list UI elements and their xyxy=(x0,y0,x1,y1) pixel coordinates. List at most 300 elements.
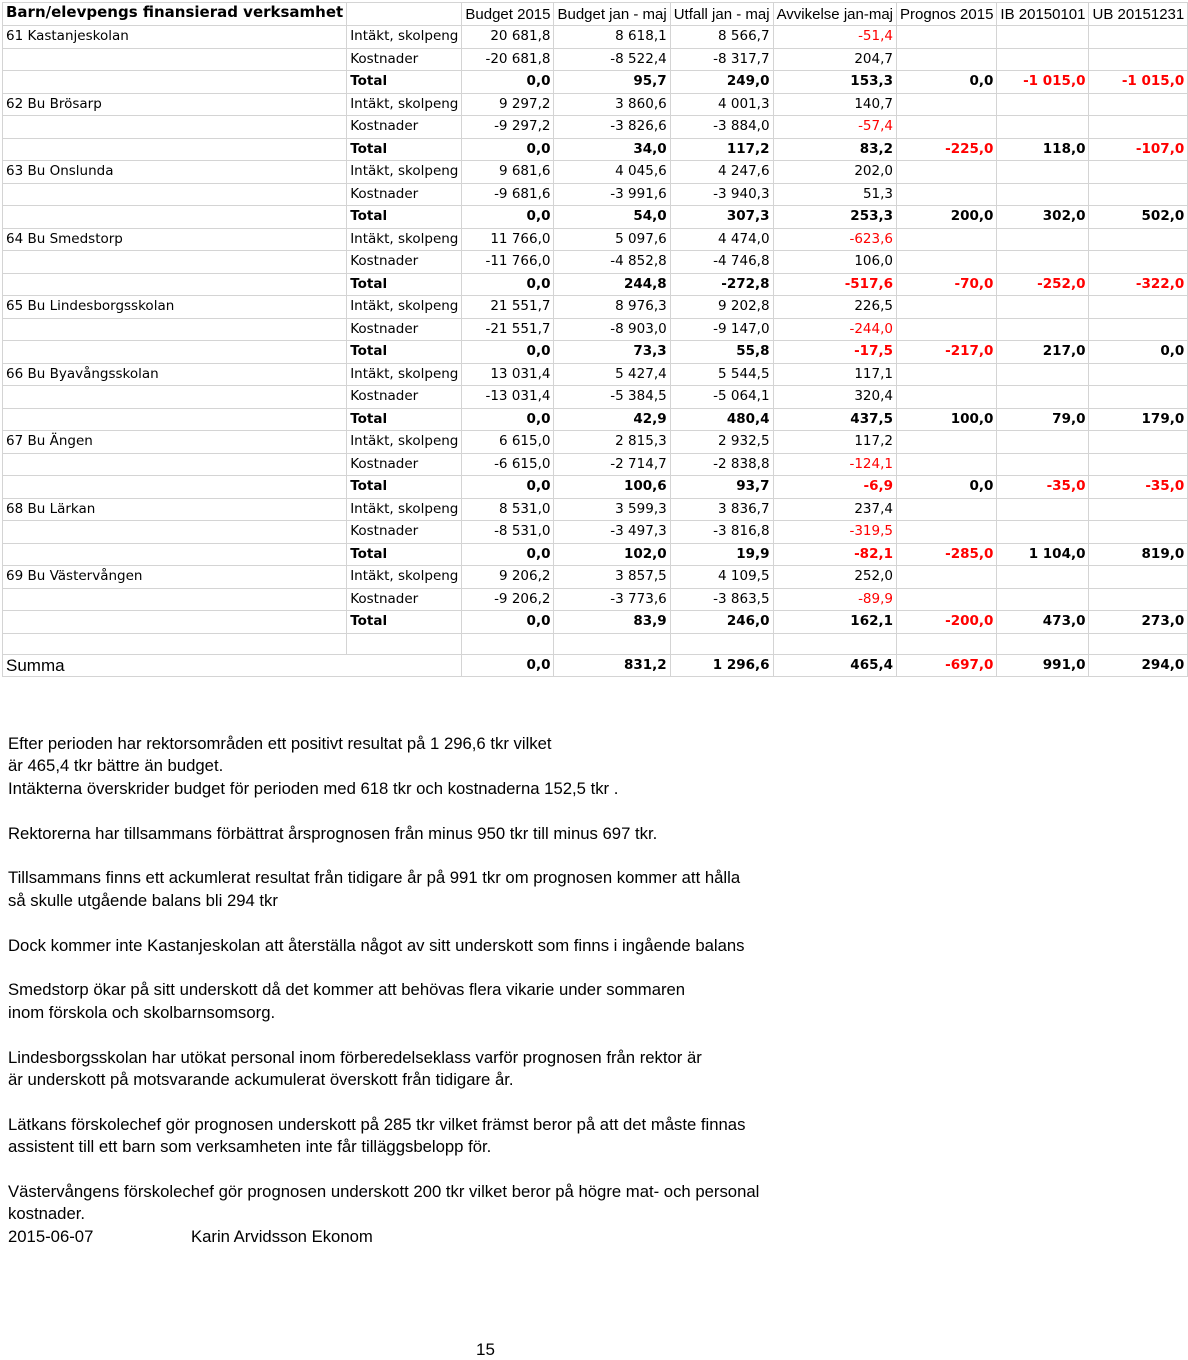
row-label-cell: Kostnader xyxy=(347,251,462,274)
empty-cell xyxy=(997,633,1089,654)
cell-avvikelse: 437,5 xyxy=(773,408,896,431)
cell-ub: -35,0 xyxy=(1089,476,1188,499)
cell-ub xyxy=(1089,498,1188,521)
empty-cell xyxy=(897,633,997,654)
row-label-cell: Total xyxy=(347,206,462,229)
cell-budget: 0,0 xyxy=(462,138,554,161)
row-label-cell: Kostnader xyxy=(347,453,462,476)
cell-avvikelse: -319,5 xyxy=(773,521,896,544)
unit-name-cell: 66 Bu Byavångsskolan xyxy=(3,363,347,386)
cell-ub xyxy=(1089,161,1188,184)
cell-ib xyxy=(997,453,1089,476)
cell-utfall: 55,8 xyxy=(670,341,773,364)
cell-ub xyxy=(1089,48,1188,71)
cell-ib: 79,0 xyxy=(997,408,1089,431)
cell-prognos xyxy=(897,93,997,116)
cell-avvikelse: -623,6 xyxy=(773,228,896,251)
unit-name-cell xyxy=(3,251,347,274)
cell-prognos: -217,0 xyxy=(897,341,997,364)
row-label-cell: Kostnader xyxy=(347,48,462,71)
cell-budget: 0,0 xyxy=(462,206,554,229)
row-label-cell: Intäkt, skolpeng xyxy=(347,161,462,184)
cell-budget: -6 615,0 xyxy=(462,453,554,476)
text-line: är underskott på motsvarande ackumulerat överskott från tidigare år. xyxy=(8,1070,514,1090)
signature: Karin Arvidsson Ekonom xyxy=(191,1226,373,1246)
cell-avvikelse: 204,7 xyxy=(773,48,896,71)
row-label-cell: Intäkt, skolpeng xyxy=(347,296,462,319)
cell-budget_jm: -3 991,6 xyxy=(554,183,670,206)
cell-ub: -107,0 xyxy=(1089,138,1188,161)
cell-prognos: 0,0 xyxy=(897,71,997,94)
cell-utfall: -3 940,3 xyxy=(670,183,773,206)
row-label-cell: Kostnader xyxy=(347,318,462,341)
cell-ib xyxy=(997,566,1089,589)
text-line: Smedstorp ökar på sitt underskott då det kommer att behövas flera vikarie under sommaren xyxy=(8,980,686,1000)
table-row-total xyxy=(3,543,1188,566)
cell-utfall: -8 317,7 xyxy=(670,48,773,71)
cell-ub xyxy=(1089,363,1188,386)
cell-avvikelse: 252,0 xyxy=(773,566,896,589)
unit-name-cell: 63 Bu Onslunda xyxy=(3,161,347,184)
cell-prognos xyxy=(897,48,997,71)
table-row-intakt xyxy=(3,26,1188,49)
table-row-kostnad xyxy=(3,48,1188,71)
header-unit: Barn/elevpengs finansierad verksamhet xyxy=(3,3,347,26)
cell-ib xyxy=(997,363,1089,386)
cell-utfall: 246,0 xyxy=(670,611,773,634)
cell-utfall: -2 838,8 xyxy=(670,453,773,476)
cell-utfall: 4 001,3 xyxy=(670,93,773,116)
cell-ub: -1 015,0 xyxy=(1089,71,1188,94)
unit-name-cell: 64 Bu Smedstorp xyxy=(3,228,347,251)
cell-budget: 21 551,7 xyxy=(462,296,554,319)
cell-ib xyxy=(997,318,1089,341)
unit-name-cell xyxy=(3,476,347,499)
cell-budget: -20 681,8 xyxy=(462,48,554,71)
cell-budget: -9 206,2 xyxy=(462,588,554,611)
cell-budget: 0,0 xyxy=(462,71,554,94)
cell-avvikelse: -57,4 xyxy=(773,116,896,139)
unit-name-cell xyxy=(3,206,347,229)
cell-ub xyxy=(1089,431,1188,454)
cell-ub xyxy=(1089,26,1188,49)
header-budget-2015: Budget 2015 xyxy=(462,3,554,26)
table-row-total xyxy=(3,476,1188,499)
table-row-intakt xyxy=(3,431,1188,454)
cell-budget_jm: 54,0 xyxy=(554,206,670,229)
cell-prognos xyxy=(897,116,997,139)
cell-ib xyxy=(997,431,1089,454)
cell-budget_jm: -8 522,4 xyxy=(554,48,670,71)
table-row-intakt xyxy=(3,93,1188,116)
cell-budget_jm: -3 497,3 xyxy=(554,521,670,544)
unit-name-cell xyxy=(3,183,347,206)
cell-avvikelse: -89,9 xyxy=(773,588,896,611)
empty-cell xyxy=(773,633,896,654)
cell-ub: 179,0 xyxy=(1089,408,1188,431)
cell-avvikelse: 83,2 xyxy=(773,138,896,161)
cell-budget_jm: 3 599,3 xyxy=(554,498,670,521)
row-label-cell: Kostnader xyxy=(347,116,462,139)
cell-budget: -9 681,6 xyxy=(462,183,554,206)
cell-utfall: 4 109,5 xyxy=(670,566,773,589)
unit-name-cell: 61 Kastanjeskolan xyxy=(3,26,347,49)
table-row-kostnad xyxy=(3,116,1188,139)
cell-ub xyxy=(1089,453,1188,476)
cell-budget_jm: 5 427,4 xyxy=(554,363,670,386)
table-row-total xyxy=(3,341,1188,364)
unit-name-cell xyxy=(3,408,347,431)
text-line: Efter perioden har rektorsområden ett positivt resultat på 1 296,6 tkr vilket xyxy=(8,734,552,753)
unit-name-cell xyxy=(3,318,347,341)
cell-prognos xyxy=(897,228,997,251)
row-label-cell: Intäkt, skolpeng xyxy=(347,93,462,116)
cell-avvikelse: 106,0 xyxy=(773,251,896,274)
cell-avvikelse: -51,4 xyxy=(773,26,896,49)
cell-utfall: 117,2 xyxy=(670,138,773,161)
row-label-cell: Kostnader xyxy=(347,588,462,611)
cell-utfall: 5 544,5 xyxy=(670,363,773,386)
cell-avvikelse: 226,5 xyxy=(773,296,896,319)
cell-budget_jm: 34,0 xyxy=(554,138,670,161)
cell-utfall: 307,3 xyxy=(670,206,773,229)
cell-ib: 473,0 xyxy=(997,611,1089,634)
cell-utfall: 4 247,6 xyxy=(670,161,773,184)
text-line: Västervångens förskolechef gör prognosen underskott 200 tkr vilket beror på högre mat- och personal xyxy=(8,1182,760,1202)
cell-prognos xyxy=(897,453,997,476)
table-row-intakt xyxy=(3,363,1188,386)
cell-prognos xyxy=(897,26,997,49)
text-line: så skulle utgående balans bli 294 tkr xyxy=(8,890,278,910)
cell-prognos: -70,0 xyxy=(897,273,997,296)
cell-avvikelse: 117,2 xyxy=(773,431,896,454)
header-row xyxy=(3,3,1188,26)
table-row-total xyxy=(3,408,1188,431)
cell-utfall: 4 474,0 xyxy=(670,228,773,251)
row-label-cell: Kostnader xyxy=(347,386,462,409)
table-row-intakt xyxy=(3,566,1188,589)
cell-utfall: -3 884,0 xyxy=(670,116,773,139)
summa-ib: 991,0 xyxy=(997,654,1089,677)
cell-budget_jm: 102,0 xyxy=(554,543,670,566)
cell-budget: 0,0 xyxy=(462,476,554,499)
cell-budget: -13 031,4 xyxy=(462,386,554,409)
cell-ib: -1 015,0 xyxy=(997,71,1089,94)
unit-name-cell xyxy=(3,48,347,71)
cell-budget_jm: -8 903,0 xyxy=(554,318,670,341)
cell-budget: -11 766,0 xyxy=(462,251,554,274)
cell-avvikelse: 51,3 xyxy=(773,183,896,206)
cell-ib: 302,0 xyxy=(997,206,1089,229)
table-row-total xyxy=(3,273,1188,296)
row-label-cell: Total xyxy=(347,341,462,364)
summa-row xyxy=(3,654,1188,677)
cell-avvikelse: -124,1 xyxy=(773,453,896,476)
cell-prognos: -285,0 xyxy=(897,543,997,566)
cell-prognos: 0,0 xyxy=(897,476,997,499)
text-line: Lätkans förskolechef gör prognosen underskott på 285 tkr vilket främst beror på att det måste finnas xyxy=(8,1114,746,1134)
text-line: kostnader. xyxy=(8,1204,85,1224)
cell-budget: 0,0 xyxy=(462,611,554,634)
cell-budget_jm: -4 852,8 xyxy=(554,251,670,274)
cell-budget: 0,0 xyxy=(462,408,554,431)
cell-ib: -35,0 xyxy=(997,476,1089,499)
unit-name-cell xyxy=(3,273,347,296)
table-row-kostnad xyxy=(3,386,1188,409)
table-row-total xyxy=(3,206,1188,229)
table-row-kostnad xyxy=(3,251,1188,274)
row-label-cell: Total xyxy=(347,543,462,566)
cell-prognos xyxy=(897,386,997,409)
cell-ub xyxy=(1089,93,1188,116)
unit-name-cell xyxy=(3,71,347,94)
cell-ub xyxy=(1089,386,1188,409)
cell-budget: -21 551,7 xyxy=(462,318,554,341)
budget-table xyxy=(2,2,1188,677)
spacer-row xyxy=(3,633,1188,654)
row-label-cell: Intäkt, skolpeng xyxy=(347,498,462,521)
cell-prognos xyxy=(897,431,997,454)
cell-utfall: -3 863,5 xyxy=(670,588,773,611)
cell-prognos: 200,0 xyxy=(897,206,997,229)
cell-ib xyxy=(997,228,1089,251)
cell-prognos xyxy=(897,161,997,184)
cell-budget: -8 531,0 xyxy=(462,521,554,544)
cell-ub xyxy=(1089,116,1188,139)
unit-name-cell xyxy=(3,386,347,409)
summa-ub: 294,0 xyxy=(1089,654,1188,677)
unit-name-cell xyxy=(3,116,347,139)
cell-ib xyxy=(997,521,1089,544)
cell-ib xyxy=(997,116,1089,139)
cell-budget_jm: 4 045,6 xyxy=(554,161,670,184)
text-line: assistent till ett barn som verksamheten inte får tilläggsbelopp för. xyxy=(8,1137,492,1157)
text-line: Intäkterna överskrider budget för perioden med 618 tkr och kostnaderna 152,5 tkr . xyxy=(8,778,619,798)
text-line: är 465,4 tkr bättre än budget. xyxy=(8,756,224,776)
cell-budget_jm: 42,9 xyxy=(554,408,670,431)
empty-cell xyxy=(670,633,773,654)
cell-budget: 11 766,0 xyxy=(462,228,554,251)
cell-avvikelse: 140,7 xyxy=(773,93,896,116)
unit-name-cell xyxy=(3,453,347,476)
table-row-total xyxy=(3,138,1188,161)
page-number: 15 xyxy=(476,1340,495,1359)
cell-ib: 217,0 xyxy=(997,341,1089,364)
summa-budget: 0,0 xyxy=(462,654,554,677)
summa-utfall: 1 296,6 xyxy=(670,654,773,677)
cell-prognos xyxy=(897,521,997,544)
cell-prognos xyxy=(897,588,997,611)
cell-budget_jm: -3 826,6 xyxy=(554,116,670,139)
header-prognos: Prognos 2015 xyxy=(897,3,997,26)
cell-avvikelse: 162,1 xyxy=(773,611,896,634)
row-label-cell: Total xyxy=(347,138,462,161)
table-row-intakt xyxy=(3,161,1188,184)
unit-name-cell: 69 Bu Västervången xyxy=(3,566,347,589)
header-ib: IB 20150101 xyxy=(997,3,1089,26)
header-avvikelse: Avvikelse jan-maj xyxy=(773,3,896,26)
cell-ub: 819,0 xyxy=(1089,543,1188,566)
cell-utfall: -4 746,8 xyxy=(670,251,773,274)
header-budget-jan-maj: Budget jan - maj xyxy=(554,3,670,26)
cell-prognos: 100,0 xyxy=(897,408,997,431)
cell-budget_jm: 5 097,6 xyxy=(554,228,670,251)
unit-name-cell xyxy=(3,341,347,364)
cell-utfall: 249,0 xyxy=(670,71,773,94)
cell-ub xyxy=(1089,521,1188,544)
cell-avvikelse: 202,0 xyxy=(773,161,896,184)
cell-avvikelse: 320,4 xyxy=(773,386,896,409)
cell-ib xyxy=(997,48,1089,71)
row-label-cell: Intäkt, skolpeng xyxy=(347,566,462,589)
row-label-cell: Total xyxy=(347,71,462,94)
cell-budget_jm: 73,3 xyxy=(554,341,670,364)
header-utfall: Utfall jan - maj xyxy=(670,3,773,26)
cell-prognos xyxy=(897,363,997,386)
table-row-kostnad xyxy=(3,588,1188,611)
cell-utfall: 480,4 xyxy=(670,408,773,431)
cell-prognos xyxy=(897,318,997,341)
cell-ub xyxy=(1089,296,1188,319)
unit-name-cell: 68 Bu Lärkan xyxy=(3,498,347,521)
cell-budget: 0,0 xyxy=(462,543,554,566)
row-label-cell: Total xyxy=(347,273,462,296)
cell-budget_jm: -3 773,6 xyxy=(554,588,670,611)
cell-budget_jm: 8 618,1 xyxy=(554,26,670,49)
cell-utfall: 93,7 xyxy=(670,476,773,499)
cell-utfall: 19,9 xyxy=(670,543,773,566)
unit-name-cell: 65 Bu Lindesborgsskolan xyxy=(3,296,347,319)
empty-cell xyxy=(554,633,670,654)
row-label-cell: Total xyxy=(347,408,462,431)
table-row-intakt xyxy=(3,498,1188,521)
signature-line xyxy=(8,1226,908,1248)
cell-budget_jm: -5 384,5 xyxy=(554,386,670,409)
row-label-cell: Intäkt, skolpeng xyxy=(347,26,462,49)
cell-avvikelse: -82,1 xyxy=(773,543,896,566)
cell-ub: 0,0 xyxy=(1089,341,1188,364)
cell-budget_jm: 100,6 xyxy=(554,476,670,499)
cell-prognos xyxy=(897,183,997,206)
cell-prognos xyxy=(897,251,997,274)
header-blank xyxy=(347,3,462,26)
text-line: inom förskola och skolbarnsomsorg. xyxy=(8,1002,276,1022)
cell-utfall: -272,8 xyxy=(670,273,773,296)
text-line: Lindesborgsskolan har utökat personal inom förberedelseklass varför prognosen från rektor är xyxy=(8,1047,702,1067)
cell-prognos xyxy=(897,296,997,319)
cell-budget: -9 297,2 xyxy=(462,116,554,139)
summa-prognos: -697,0 xyxy=(897,654,997,677)
row-label-cell: Intäkt, skolpeng xyxy=(347,431,462,454)
cell-utfall: 2 932,5 xyxy=(670,431,773,454)
cell-budget_jm: 83,9 xyxy=(554,611,670,634)
cell-ib xyxy=(997,183,1089,206)
row-label-cell: Kostnader xyxy=(347,183,462,206)
table-row-kostnad xyxy=(3,183,1188,206)
empty-cell xyxy=(1089,633,1188,654)
cell-avvikelse: -517,6 xyxy=(773,273,896,296)
unit-name-cell xyxy=(3,611,347,634)
cell-ub xyxy=(1089,566,1188,589)
cell-prognos xyxy=(897,498,997,521)
cell-utfall: 8 566,7 xyxy=(670,26,773,49)
cell-ub xyxy=(1089,228,1188,251)
row-label-cell: Intäkt, skolpeng xyxy=(347,228,462,251)
cell-avvikelse: 237,4 xyxy=(773,498,896,521)
cell-ib xyxy=(997,93,1089,116)
cell-avvikelse: -6,9 xyxy=(773,476,896,499)
table-body xyxy=(3,26,1188,677)
cell-ub xyxy=(1089,318,1188,341)
cell-budget_jm: 3 857,5 xyxy=(554,566,670,589)
table-row-kostnad xyxy=(3,453,1188,476)
cell-ib xyxy=(997,296,1089,319)
table-row-kostnad xyxy=(3,318,1188,341)
unit-name-cell xyxy=(3,543,347,566)
unit-name-cell: 62 Bu Brösarp xyxy=(3,93,347,116)
cell-budget_jm: 8 976,3 xyxy=(554,296,670,319)
cell-budget_jm: -2 714,7 xyxy=(554,453,670,476)
row-label-cell: Total xyxy=(347,611,462,634)
table-row-intakt xyxy=(3,296,1188,319)
cell-utfall: 9 202,8 xyxy=(670,296,773,319)
row-label-cell: Intäkt, skolpeng xyxy=(347,363,462,386)
cell-avvikelse: -17,5 xyxy=(773,341,896,364)
commentary xyxy=(8,733,908,1248)
cell-ub xyxy=(1089,251,1188,274)
row-label-cell: Kostnader xyxy=(347,521,462,544)
empty-cell xyxy=(3,633,347,654)
text-line: Rektorerna har tillsammans förbättrat årsprognosen från minus 950 tkr till minus 697 tkr. xyxy=(8,823,658,843)
cell-budget: 9 297,2 xyxy=(462,93,554,116)
cell-utfall: -5 064,1 xyxy=(670,386,773,409)
cell-budget: 20 681,8 xyxy=(462,26,554,49)
empty-cell xyxy=(347,633,462,654)
unit-name-cell: 67 Bu Ängen xyxy=(3,431,347,454)
cell-prognos: -225,0 xyxy=(897,138,997,161)
table-row-kostnad xyxy=(3,521,1188,544)
unit-name-cell xyxy=(3,138,347,161)
cell-budget: 8 531,0 xyxy=(462,498,554,521)
cell-avvikelse: 253,3 xyxy=(773,206,896,229)
cell-budget_jm: 2 815,3 xyxy=(554,431,670,454)
cell-avvikelse: 153,3 xyxy=(773,71,896,94)
cell-ib xyxy=(997,251,1089,274)
unit-name-cell xyxy=(3,521,347,544)
table-row-total xyxy=(3,71,1188,94)
cell-ib xyxy=(997,386,1089,409)
cell-avvikelse: 117,1 xyxy=(773,363,896,386)
unit-name-cell xyxy=(3,588,347,611)
cell-avvikelse: -244,0 xyxy=(773,318,896,341)
cell-utfall: 3 836,7 xyxy=(670,498,773,521)
cell-ub: 273,0 xyxy=(1089,611,1188,634)
summa-avvikelse: 465,4 xyxy=(773,654,896,677)
cell-budget: 9 681,6 xyxy=(462,161,554,184)
summa-label: Summa xyxy=(3,654,462,677)
cell-ub: 502,0 xyxy=(1089,206,1188,229)
cell-utfall: -3 816,8 xyxy=(670,521,773,544)
cell-ib xyxy=(997,498,1089,521)
cell-budget: 9 206,2 xyxy=(462,566,554,589)
table-row-total xyxy=(3,611,1188,634)
cell-ib: 1 104,0 xyxy=(997,543,1089,566)
cell-ib xyxy=(997,161,1089,184)
text-line: Dock kommer inte Kastanjeskolan att återställa något av sitt underskott som finns i ingående balans xyxy=(8,935,745,955)
cell-ub: -322,0 xyxy=(1089,273,1188,296)
cell-prognos xyxy=(897,566,997,589)
cell-ib: 118,0 xyxy=(997,138,1089,161)
